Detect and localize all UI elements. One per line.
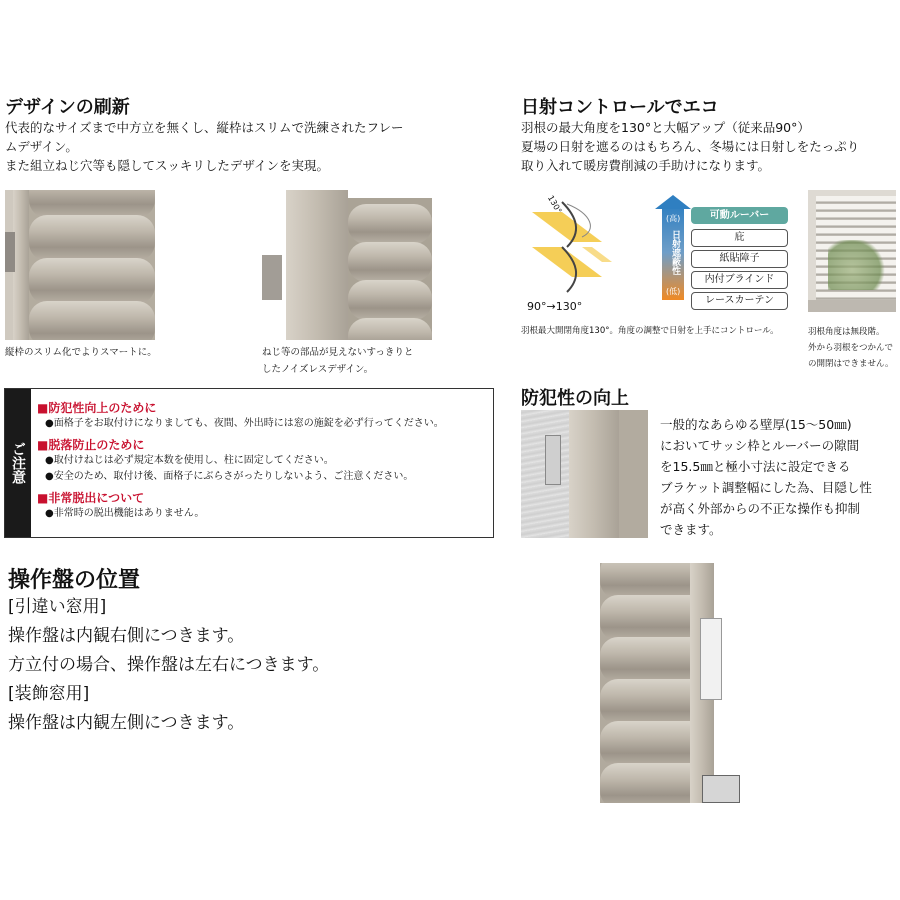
panel-description <box>8 593 478 738</box>
design-title: デザインの刷新 <box>5 97 130 118</box>
angle-small-label: 130° <box>545 193 564 216</box>
security-line: 一般的なあらゆる壁厚(15～50㎜) <box>660 417 852 432</box>
panel-subheading: [装飾窓用] <box>8 684 90 704</box>
design-body-line: ムデザイン。 <box>5 139 78 154</box>
sun-caption-line: の開閉はできません。 <box>808 359 894 369</box>
security-title: 防犯性の向上 <box>521 388 629 409</box>
sun-caption-line: 羽根角度は無段階。 <box>808 327 885 337</box>
legend-item: 内付ブラインド <box>691 271 788 289</box>
angle-label: 90°→130° <box>527 300 583 313</box>
angle-diagram <box>522 192 622 317</box>
design-description <box>5 118 475 175</box>
caution-item: ●非常時の脱出機能はありません。 <box>45 508 205 519</box>
caution-item: ●安全のため、取付け後、面格子にぶらさがったりしないよう、ご注意ください。 <box>45 471 414 482</box>
slim-frame-photo <box>5 190 155 340</box>
caution-label <box>5 389 31 537</box>
sun-body-line: 羽根の最大角度を130°と大幅アップ（従来品90°） <box>521 120 810 135</box>
noiseless-design-photo <box>262 190 432 340</box>
sun-body-line: 取り入れて暖房費削減の手助けになります。 <box>521 158 771 173</box>
sun-title: 日射コントロールでエコ <box>521 97 719 118</box>
panel-line: 操作盤は内観右側につきます。 <box>8 626 245 646</box>
design-body-line: 代表的なサイズまで中方立を無くし、縦枠はスリムで洗練されたフレー <box>5 120 404 135</box>
legend-head: 可動ルーバー <box>691 207 788 224</box>
sun-caption: 羽根最大開閉角度130°。角度の調整で日射を上手にコントロール。 <box>521 326 779 336</box>
sun-body-line: 夏場の日射を遮るのはもちろん、冬場には日射しをたっぷり <box>521 139 860 154</box>
photo-caption <box>262 344 413 378</box>
panel-line: 方立付の場合、操作盤は左右につきます。 <box>8 655 330 675</box>
caution-label-text: ご注意 <box>10 442 26 484</box>
caution-heading: ■脱落防止のために <box>37 438 145 452</box>
design-body-line: また組立ねじ穴等も隠してスッキリしたデザインを実現。 <box>5 158 330 173</box>
caution-heading: ■防犯性向上のために <box>37 401 157 415</box>
arrow-head-icon <box>655 195 691 209</box>
legend-item: 庇 <box>691 229 788 247</box>
caution-box <box>4 388 494 538</box>
sun-caption-right <box>808 324 894 372</box>
panel-subheading: [引違い窓用] <box>8 597 107 617</box>
sun-description <box>521 118 896 175</box>
scale-label: 日射遮蔽性 <box>670 230 680 275</box>
security-line: を15.5㎜と極小寸法に設定できる <box>660 459 851 474</box>
security-line: できます。 <box>660 522 722 537</box>
security-line: が高く外部からの不正な操作も抑制 <box>660 501 861 516</box>
photo-caption-line: したノイズレスデザイン。 <box>262 364 374 375</box>
caution-item: ●取付けねじは必ず規定本数を使用し、柱に固定してください。 <box>45 455 334 466</box>
photo-caption: 縦枠のスリム化でよりスマートに。 <box>5 347 157 358</box>
scale-high: (高) <box>666 214 681 223</box>
security-line: ブラケット調整幅にした為、目隠し性 <box>660 480 872 495</box>
caution-item: ●面格子をお取付けになりましても、夜間、外出時には窓の施錠を必ず行ってください。 <box>45 418 444 429</box>
legend-item: 紙貼障子 <box>691 250 788 268</box>
window-louver-photo <box>808 190 896 312</box>
security-photo <box>521 410 648 538</box>
security-description <box>660 414 896 540</box>
panel-title: 操作盤の位置 <box>8 568 141 593</box>
caution-heading: ■非常脱出について <box>37 491 145 505</box>
panel-line: 操作盤は内観左側につきます。 <box>8 713 245 733</box>
photo-caption-line: ねじ等の部品が見えないすっきりと <box>262 347 414 358</box>
security-line: においてサッシ枠とルーバーの隙間 <box>660 438 860 453</box>
control-panel-photo <box>600 563 750 803</box>
scale-low: (低) <box>666 287 681 296</box>
legend-item: レースカーテン <box>691 292 788 310</box>
sun-caption-line: 外から羽根をつかんで <box>808 343 894 353</box>
